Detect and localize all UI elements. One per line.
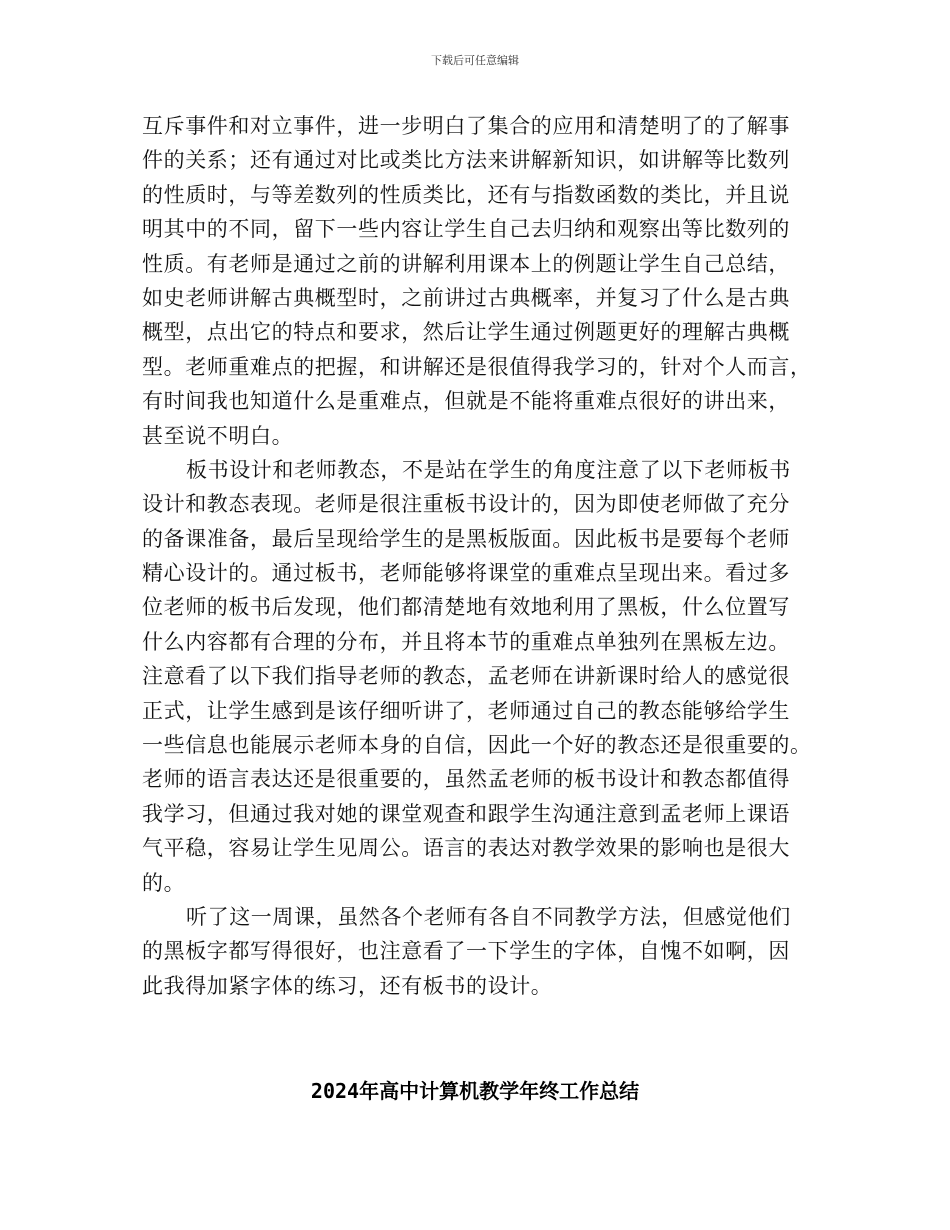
text-line: 位老师的板书后发现，他们都清楚地有效地利用了黑板，什么位置写 bbox=[142, 595, 790, 620]
text-line: 我学习，但通过我对她的课堂观查和跟学生沟通注意到孟老师上课语 bbox=[142, 801, 790, 826]
text-line: 明其中的不同，留下一些内容让学生自己去归纳和观察出等比数列的 bbox=[142, 217, 790, 242]
text-line: 件的关系；还有通过对比或类比方法来讲解新知识，如讲解等比数列 bbox=[142, 148, 790, 173]
document-body bbox=[142, 109, 828, 1003]
text-line: 互斥事件和对立事件，进一步明白了集合的应用和清楚明了的了解事 bbox=[142, 114, 790, 138]
document-title: 2024年高中计算机教学年终工作总结 bbox=[310, 1079, 640, 1103]
text-line: 设计和教态表现。老师是很注重板书设计的，因为即使老师做了充分 bbox=[142, 492, 790, 517]
text-line: 概型，点出它的特点和要求，然后让学生通过例题更好的理解古典概 bbox=[142, 320, 790, 345]
text-line: 如史老师讲解古典概型时，之前讲过古典概率，并复习了什么是古典 bbox=[142, 285, 790, 310]
text-line: 性质。有老师是通过之前的讲解利用课本上的例题让学生自己总结， bbox=[142, 251, 790, 276]
paragraph-start-line: 板书设计和老师教态，不是站在学生的角度注意了以下老师板书 bbox=[186, 457, 791, 482]
text-line: 的黑板字都写得很好，也注意看了一下学生的字体，自愧不如啊，因 bbox=[142, 939, 790, 964]
text-line: 一些信息也能展示老师本身的自信，因此一个好的教态还是很重要的。 bbox=[142, 733, 812, 758]
text-line: 精心设计的。通过板书，老师能够将课堂的重难点呈现出来。看过多 bbox=[142, 561, 790, 586]
text-line: 正式，让学生感到是该仔细听讲了，老师通过自己的教态能够给学生 bbox=[142, 698, 790, 723]
paragraph-start-line: 听了这一周课，虽然各个老师有各自不同教学方法，但感觉他们 bbox=[186, 904, 791, 929]
text-line: 的。 bbox=[142, 870, 186, 895]
text-line: 的备课准备，最后呈现给学生的是黑板版面。因此板书是要每个老师 bbox=[142, 526, 790, 551]
text-line: 型。老师重难点的把握，和讲解还是很值得我学习的，针对个人而言， bbox=[142, 354, 812, 379]
text-line: 有时间我也知道什么是重难点，但就是不能将重难点很好的讲出来， bbox=[142, 389, 790, 414]
text-line: 此我得加紧字体的练习，还有板书的设计。 bbox=[142, 973, 553, 998]
text-line: 什么内容都有合理的分布，并且将本节的重难点单独列在黑板左边。 bbox=[142, 629, 790, 654]
text-line: 老师的语言表达还是很重要的，虽然孟老师的板书设计和教态都值得 bbox=[142, 767, 790, 792]
page-header-note: 下载后可任意编辑 bbox=[431, 54, 519, 67]
text-line: 气平稳，容易让学生见周公。语言的表达对教学效果的影响也是很大 bbox=[142, 836, 790, 861]
text-line: 的性质时，与等差数列的性质类比，还有与指数函数的类比，并且说 bbox=[142, 182, 790, 207]
text-line: 甚至说不明白。 bbox=[142, 423, 294, 448]
text-line: 注意看了以下我们指导老师的教态，孟老师在讲新课时给人的感觉很 bbox=[142, 664, 790, 689]
